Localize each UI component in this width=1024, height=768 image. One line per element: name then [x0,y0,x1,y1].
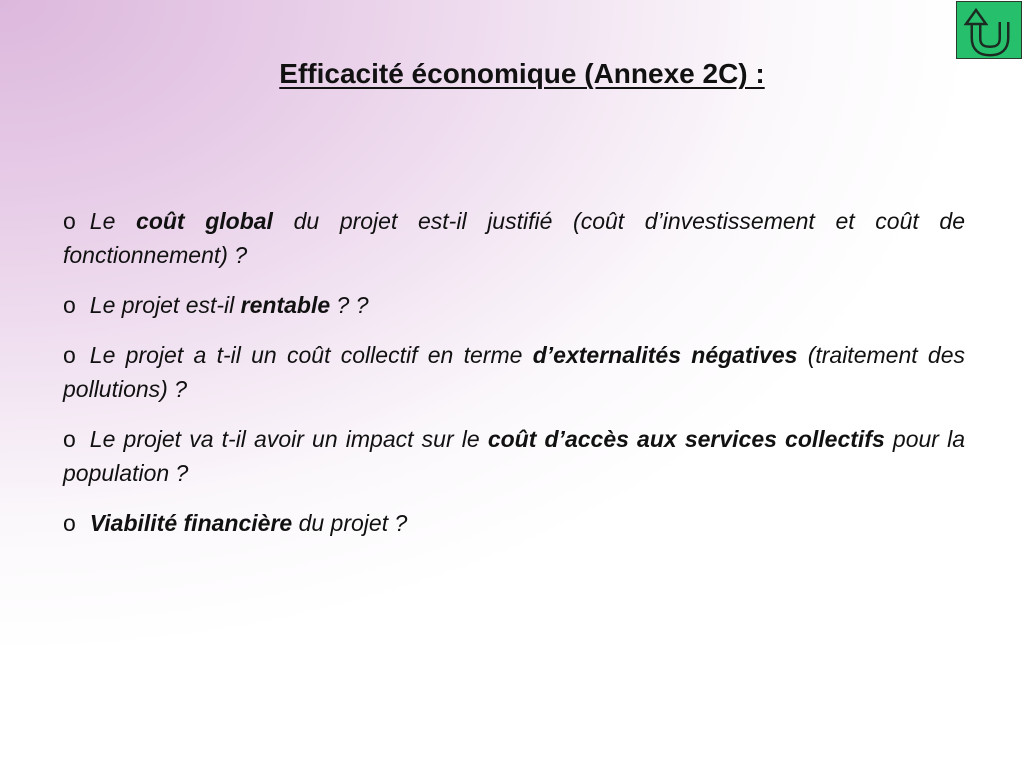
bullet-marker: o [63,208,76,234]
bullet-item [63,506,965,540]
bullet-emphasis: rentable [240,292,331,318]
bullet-item [63,338,965,406]
bullet-text: du projet ? [292,510,408,536]
bullet-list [63,204,965,556]
bullet-item [63,288,965,322]
bullet-item [63,204,965,272]
bullet-text: pour la population ? [63,426,966,486]
bullet-text: du projet est-il justifié (coût d’investissement et coût de fonctionnement) ? [63,208,965,268]
bullet-emphasis: d’externalités négatives [532,342,798,368]
bullet-text: ? ? [330,292,369,318]
back-button[interactable] [956,1,1022,59]
bullet-text: Le projet est-il [89,292,241,318]
bullet-item [63,422,965,490]
bullet-marker: o [63,426,76,452]
bullet-text: Le projet a t-il un coût collectif en terme [89,342,533,368]
bullet-marker: o [63,292,76,318]
bullet-marker: o [63,510,76,536]
bullet-emphasis: coût d’accès aux services collectifs [487,426,885,452]
bullet-emphasis: coût global [136,208,273,234]
bullet-emphasis: Viabilité financière [89,510,293,536]
slide-title: Efficacité économique (Annexe 2C) : [279,58,765,89]
u-turn-arrow-icon [957,2,1023,60]
bullet-text: Le [89,208,137,234]
bullet-text: (traitement des pollutions) ? [63,342,965,402]
bullet-text: Le projet va t-il avoir un impact sur le [89,426,488,452]
bullet-marker: o [63,342,76,368]
